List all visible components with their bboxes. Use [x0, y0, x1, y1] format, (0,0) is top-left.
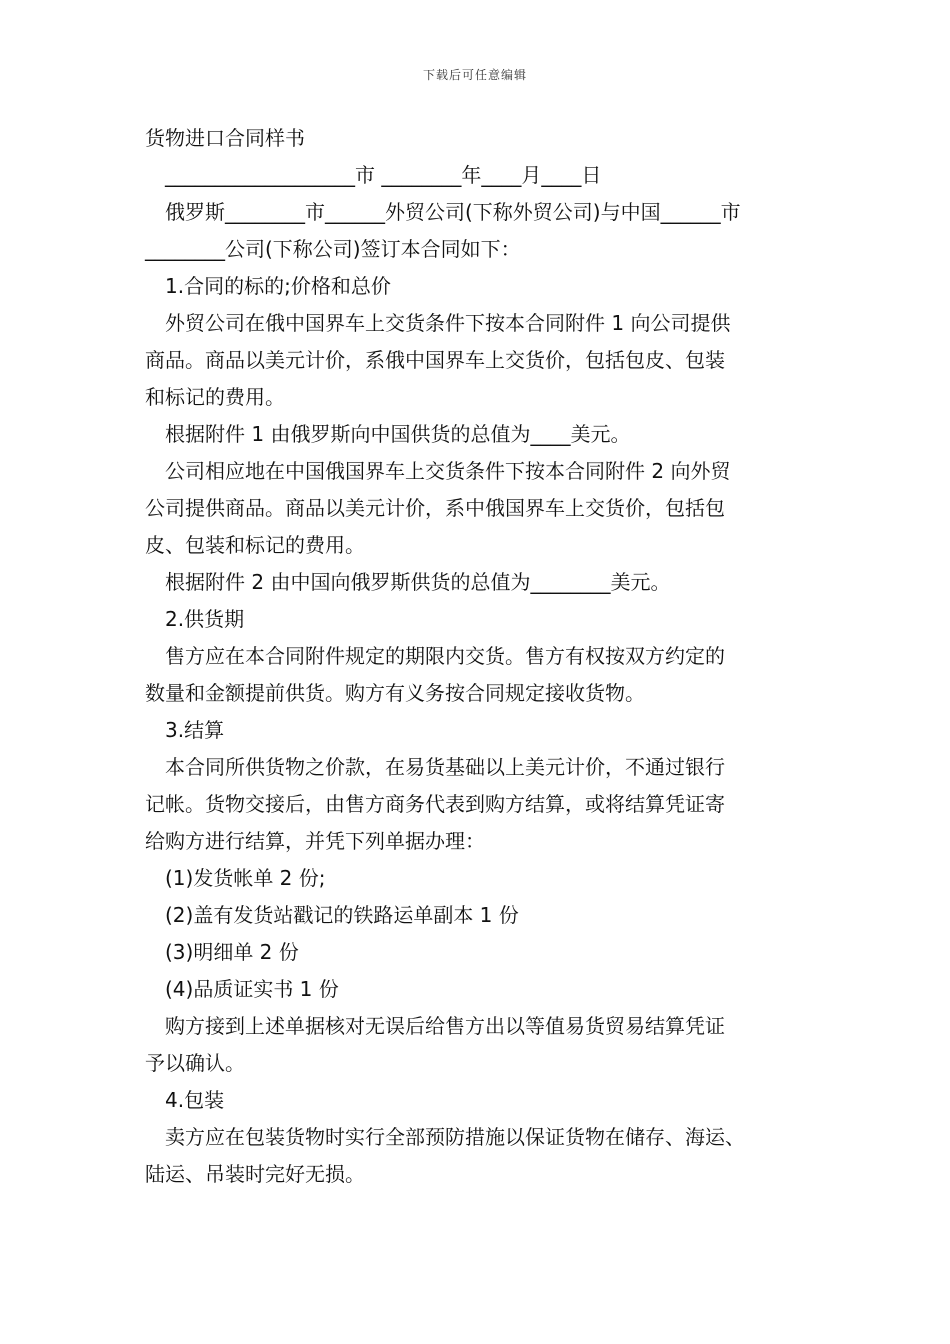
- document-line: 予以确认。: [145, 1051, 245, 1075]
- document-line: 4.包装: [165, 1088, 225, 1112]
- document-line: 购方接到上述单据核对无误后给售方出以等值易货贸易结算凭证: [165, 1014, 725, 1038]
- document-line: ________公司(下称公司)签订本合同如下：: [145, 237, 521, 261]
- document-title: 货物进口合同样书: [145, 126, 305, 150]
- document-line: (3)明细单 2 份: [165, 940, 299, 964]
- document-line: 陆运、吊装时完好无损。: [145, 1162, 365, 1186]
- page-header-note: 下载后可任意编辑: [422, 68, 527, 82]
- document-line: 商品。商品以美元计价，系俄中国界车上交货价，包括包皮、包装: [145, 348, 725, 372]
- document-line: 给购方进行结算，并凭下列单据办理：: [145, 829, 485, 853]
- document-line: (2)盖有发货站戳记的铁路运单副本 1 份: [165, 903, 519, 927]
- document-line: 皮、包装和标记的费用。: [145, 533, 365, 557]
- document-line: 1.合同的标的;价格和总价: [165, 274, 391, 298]
- document-line: 2.供货期: [165, 607, 245, 631]
- document-line: 俄罗斯________市______外贸公司(下称外贸公司)与中国______市: [165, 200, 741, 224]
- document-line: 本合同所供货物之价款，在易货基础以上美元计价，不通过银行: [165, 755, 725, 779]
- document-line: 记帐。货物交接后，由售方商务代表到购方结算，或将结算凭证寄: [145, 792, 725, 816]
- document-line: ___________________市 ________年____月____日: [165, 163, 602, 187]
- document-line: 公司提供商品。商品以美元计价，系中俄国界车上交货价，包括包: [145, 496, 725, 520]
- document-line: 和标记的费用。: [145, 385, 285, 409]
- document-line: 外贸公司在俄中国界车上交货条件下按本合同附件 1 向公司提供: [165, 311, 731, 335]
- document-line: 公司相应地在中国俄国界车上交货条件下按本合同附件 2 向外贸: [165, 459, 731, 483]
- document-body: [145, 120, 825, 1193]
- document-line: 根据附件 2 由中国向俄罗斯供货的总值为________美元。: [165, 570, 671, 594]
- document-line: 3.结算: [165, 718, 225, 742]
- document-line: 卖方应在包装货物时实行全部预防措施以保证货物在储存、海运、: [165, 1125, 745, 1149]
- document-line: (4)品质证实书 1 份: [165, 977, 339, 1001]
- document-line: 数量和金额提前供货。购方有义务按合同规定接收货物。: [145, 681, 645, 705]
- document-line: (1)发货帐单 2 份;: [165, 866, 326, 890]
- document-line: 售方应在本合同附件规定的期限内交货。售方有权按双方约定的: [165, 644, 725, 668]
- document-line: 根据附件 1 由俄罗斯向中国供货的总值为____美元。: [165, 422, 631, 446]
